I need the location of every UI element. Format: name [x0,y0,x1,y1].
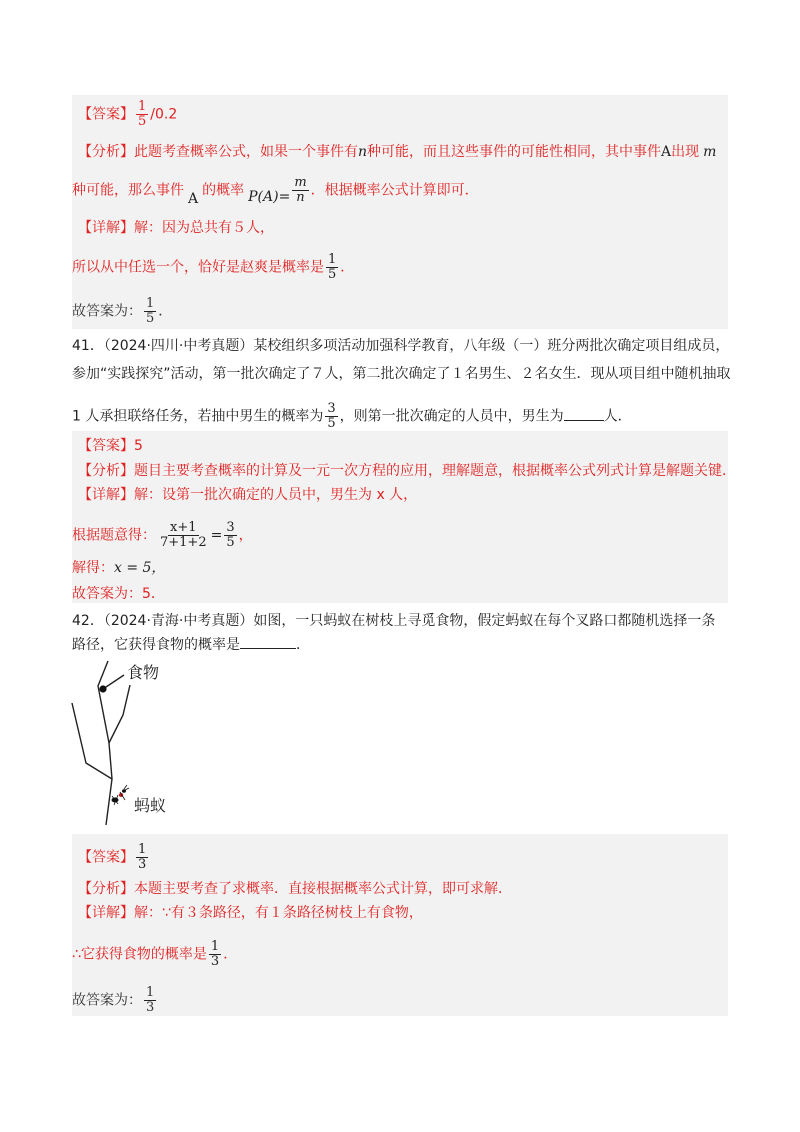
food-pointer-line [103,675,124,689]
q41-prob-fraction: $\frac{3}{5}$ [327,401,336,431]
q42-detail: 【详解】解：∵有３条路径，有１条路径树枝上有食物， [78,905,423,921]
q41-question-line3: 1 人承担联络任务，若抽中男生的概率为 $\frac{3}{5}$ ，则第一批次确定的人员中，男生为 人． [72,401,632,431]
food-dot [99,685,106,692]
q40-formula-fraction: $\frac{m}{n}$ [294,175,307,205]
q40-detail-fraction: $\frac{1}{5}$ [328,252,337,282]
q41-equation-right-fraction: $\frac{3}{5}$ [226,520,235,550]
q42-answer-fraction: $\frac{1}{3}$ [138,842,147,872]
q42-answer: 【答案】 $\frac{1}{3}$ [78,842,147,872]
q40-solution-box [72,95,728,329]
q41-question-line1: 41．（2024·四川·中考真题）某校组织多项活动加强科学教育，八年级（一）班分两批次确定项目组成员， [72,338,730,354]
q40-final-answer: 故答案为： $\frac{1}{5}$ ． [72,296,173,326]
left-branch [72,703,112,779]
q40-analysis-line1: 【分析】此题考查概率公式，如果一个事件有n种可能，而且这些事件的可能性相同，其中事件A出现 m [78,144,717,160]
q41-detail: 【详解】解：设第一批次确定的人员中，男生为 x 人， [78,487,418,503]
q41-equation-left-fraction: $\frac{x+1}{7+1+2}$ [160,520,207,550]
q42-final-answer: 故答案为： $\frac{1}{3}$ [72,985,155,1015]
q40-analysis-line2: 种可能，那么事件 A 的概率 P(A)= $\frac{m}{n}$ ．根据概率公式计算即可． [72,175,479,207]
q42-food-label: 食物 [127,663,160,682]
q42-final-fraction: $\frac{1}{3}$ [146,985,155,1015]
q40-answer: 【答案】 $\frac{1}{5}$ /0.2 [78,99,178,129]
q42-detail-fraction: $\frac{1}{3}$ [210,939,220,969]
trunk-branch [98,661,112,825]
q42-ant-label: 蚂蚁 [134,796,167,815]
q41-question-line2: 参加“实践探究”活动，第一批次确定了７人，第二批次确定了１名男生、２名女生．现从项目组中随机抽取 [72,366,731,382]
tree-branches [72,661,130,825]
q42-question-line1: 42．（2024·青海·中考真题）如图，一只蚂蚁在树枝上寻觅食物，假定蚂蚁在每个叉路口都随机选择一条 [72,613,716,629]
q41-analysis: 【分析】题目主要考查概率的计算及一元一次方程的应用，理解题意，根据概率公式列式计算是解题关键． [78,463,736,479]
q42-answer-blank [240,648,296,649]
q40-answer-fraction: $\frac{1}{5}$ [138,99,147,129]
q41-answer: 【答案】5 [78,438,143,454]
q40-detail-line2: 所以从中任选一个，恰好是赵爽是概率是 $\frac{1}{5}$ ． [72,252,355,282]
right-branch [109,685,130,743]
q40-final-fraction: $\frac{1}{5}$ [146,296,155,326]
q41-solution-box [72,431,728,603]
q41-final-answer: 故答案为：5． [72,586,165,602]
q42-analysis: 【分析】本题主要考查了求概率．直接根据概率公式计算，即可求解． [78,881,512,897]
ant-icon [112,785,130,805]
q41-answer-blank [564,420,604,421]
q42-question-line2: 路径，它获得食物的概率是 ． [72,637,310,653]
q42-solution-box [72,834,728,1016]
q40-detail: 【详解】解：因为总共有５人， [78,220,274,236]
q41-equation: 根据题意得： $\frac{x+1}{7+1+2}$ = $\frac{3}{5}$ ， [72,520,253,550]
q41-solve: 解得：x = 5， [72,560,166,576]
q42-detail-line2: ∴它获得食物的概率是 $\frac{1}{3}$ ． [72,939,238,969]
